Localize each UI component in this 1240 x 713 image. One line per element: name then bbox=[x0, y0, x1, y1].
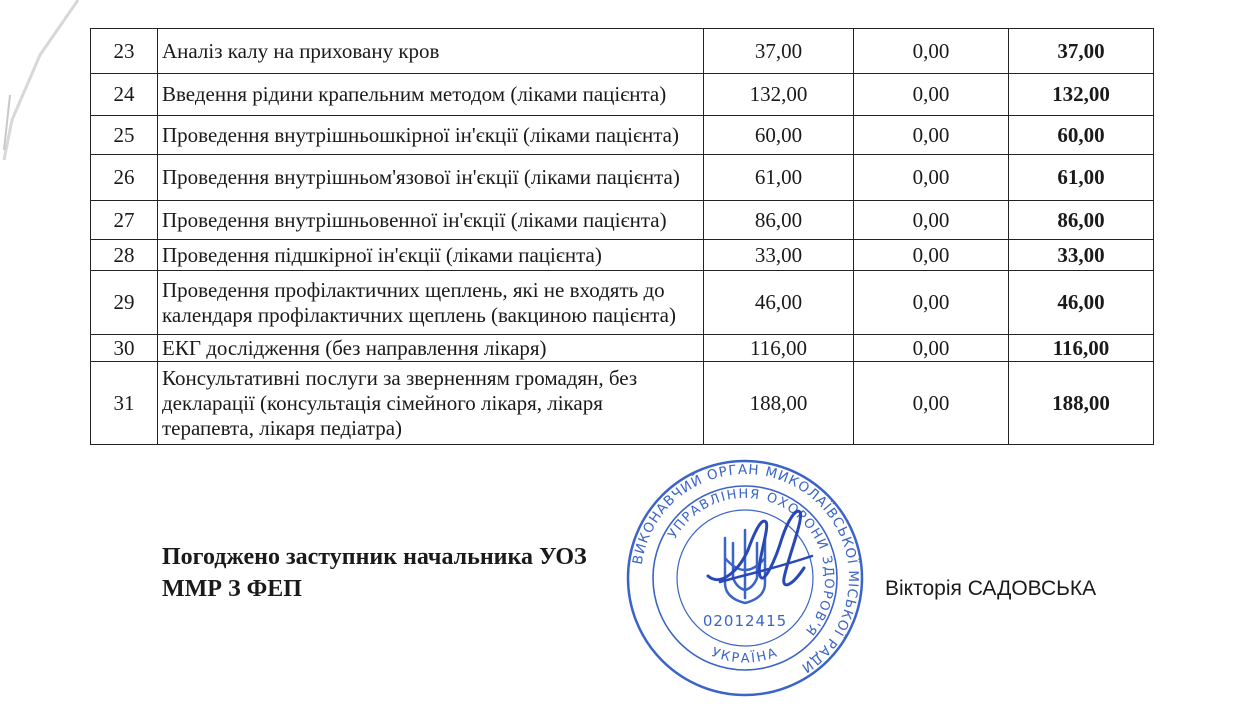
approval-block bbox=[162, 541, 587, 605]
total-cell: 116,00 bbox=[1009, 335, 1154, 362]
table-row bbox=[91, 271, 1154, 335]
vat-cell: 0,00 bbox=[854, 116, 1009, 155]
row-number: 31 bbox=[91, 362, 158, 445]
total-cell: 33,00 bbox=[1009, 240, 1154, 271]
service-name bbox=[158, 155, 704, 201]
service-name-line: терапевта, лікаря педіатра) bbox=[162, 415, 403, 440]
service-name bbox=[158, 116, 704, 155]
table-row bbox=[91, 240, 1154, 271]
vat-cell: 0,00 bbox=[854, 271, 1009, 335]
row-number: 30 bbox=[91, 335, 158, 362]
total-cell: 46,00 bbox=[1009, 271, 1154, 335]
service-name-line: ЕКГ дослідження (без направлення лікаря) bbox=[162, 335, 547, 360]
approval-line-2: ММР З ФЕП bbox=[162, 576, 302, 602]
signer-name: Вікторія САДОВСЬКА bbox=[885, 577, 1097, 600]
row-number: 23 bbox=[91, 29, 158, 74]
service-name bbox=[158, 201, 704, 240]
service-name bbox=[158, 29, 704, 74]
table-row bbox=[91, 155, 1154, 201]
table-row bbox=[91, 362, 1154, 445]
service-name-line: Проведення внутрішньом'язової ін'єкції (ліками пацієнта) bbox=[162, 165, 680, 189]
service-name bbox=[158, 240, 704, 271]
row-number: 28 bbox=[91, 240, 158, 271]
row-number: 24 bbox=[91, 74, 158, 116]
approval-line-1: Погоджено заступник начальника УОЗ bbox=[162, 544, 587, 570]
service-name-line: Аналіз калу на приховану кров bbox=[162, 38, 440, 63]
price-cell: 33,00 bbox=[704, 240, 854, 271]
table-row bbox=[91, 74, 1154, 116]
price-table-body bbox=[91, 29, 1154, 445]
service-name-line: Введення рідини крапельним методом (ліками пацієнта) bbox=[162, 82, 667, 106]
scan-artifact bbox=[0, 0, 90, 160]
service-name-line: Проведення профілактичних щеплень, які не входять до bbox=[162, 277, 665, 302]
vat-cell: 0,00 bbox=[854, 240, 1009, 271]
vat-cell: 0,00 bbox=[854, 362, 1009, 445]
vat-cell: 0,00 bbox=[854, 74, 1009, 116]
table-row bbox=[91, 116, 1154, 155]
row-number: 29 bbox=[91, 271, 158, 335]
price-cell: 37,00 bbox=[704, 29, 854, 74]
service-name bbox=[158, 271, 704, 335]
service-name bbox=[158, 335, 704, 362]
price-table bbox=[90, 28, 1154, 445]
price-cell: 188,00 bbox=[704, 362, 854, 445]
service-name-line: Консультативні послуги за зверненням громадян, без bbox=[162, 365, 638, 390]
service-name-line: Проведення внутрішньовенної ін'єкції (ліками пацієнта) bbox=[162, 207, 667, 232]
price-cell: 116,00 bbox=[704, 335, 854, 362]
stamp-inner-text: УПРАВЛІННЯ ОХОРОНИ ЗДОРОВ'Я bbox=[665, 486, 837, 639]
price-cell: 61,00 bbox=[704, 155, 854, 201]
total-cell: 60,00 bbox=[1009, 116, 1154, 155]
price-cell: 60,00 bbox=[704, 116, 854, 155]
total-cell: 61,00 bbox=[1009, 155, 1154, 201]
row-number: 26 bbox=[91, 155, 158, 201]
service-name-line: календаря профілактичних щеплень (вакциною пацієнта) bbox=[162, 302, 676, 327]
row-number: 25 bbox=[91, 116, 158, 155]
stamp-code: 02012415 bbox=[702, 612, 788, 630]
vat-cell: 0,00 bbox=[854, 155, 1009, 201]
total-cell: 132,00 bbox=[1009, 74, 1154, 116]
stamp-country-text: УКРАЇНА bbox=[709, 645, 781, 667]
vat-cell: 0,00 bbox=[854, 335, 1009, 362]
price-cell: 132,00 bbox=[704, 74, 854, 116]
vat-cell: 0,00 bbox=[854, 29, 1009, 74]
handwritten-signature-icon bbox=[700, 498, 820, 608]
price-cell: 86,00 bbox=[704, 201, 854, 240]
table-row bbox=[91, 335, 1154, 362]
vat-cell: 0,00 bbox=[854, 201, 1009, 240]
service-name-line: Проведення підшкірної ін'єкції (ліками пацієнта) bbox=[162, 242, 602, 267]
table-row bbox=[91, 29, 1154, 74]
service-name-line: Проведення внутрішньошкірної ін'єкції (ліками пацієнта) bbox=[162, 122, 679, 147]
row-number: 27 bbox=[91, 201, 158, 240]
table-row bbox=[91, 201, 1154, 240]
total-cell: 188,00 bbox=[1009, 362, 1154, 445]
total-cell: 37,00 bbox=[1009, 29, 1154, 74]
service-name bbox=[158, 362, 704, 445]
price-cell: 46,00 bbox=[704, 271, 854, 335]
service-name bbox=[158, 74, 704, 116]
service-name-line: декларації (консультація сімейного лікаря, лікаря bbox=[162, 390, 603, 415]
stamp-outer-text: ВИКОНАВЧИЙ ОРГАН МИКОЛАЇВСЬКОЇ МІСЬКОЇ РАДИ bbox=[629, 461, 862, 677]
total-cell: 86,00 bbox=[1009, 201, 1154, 240]
